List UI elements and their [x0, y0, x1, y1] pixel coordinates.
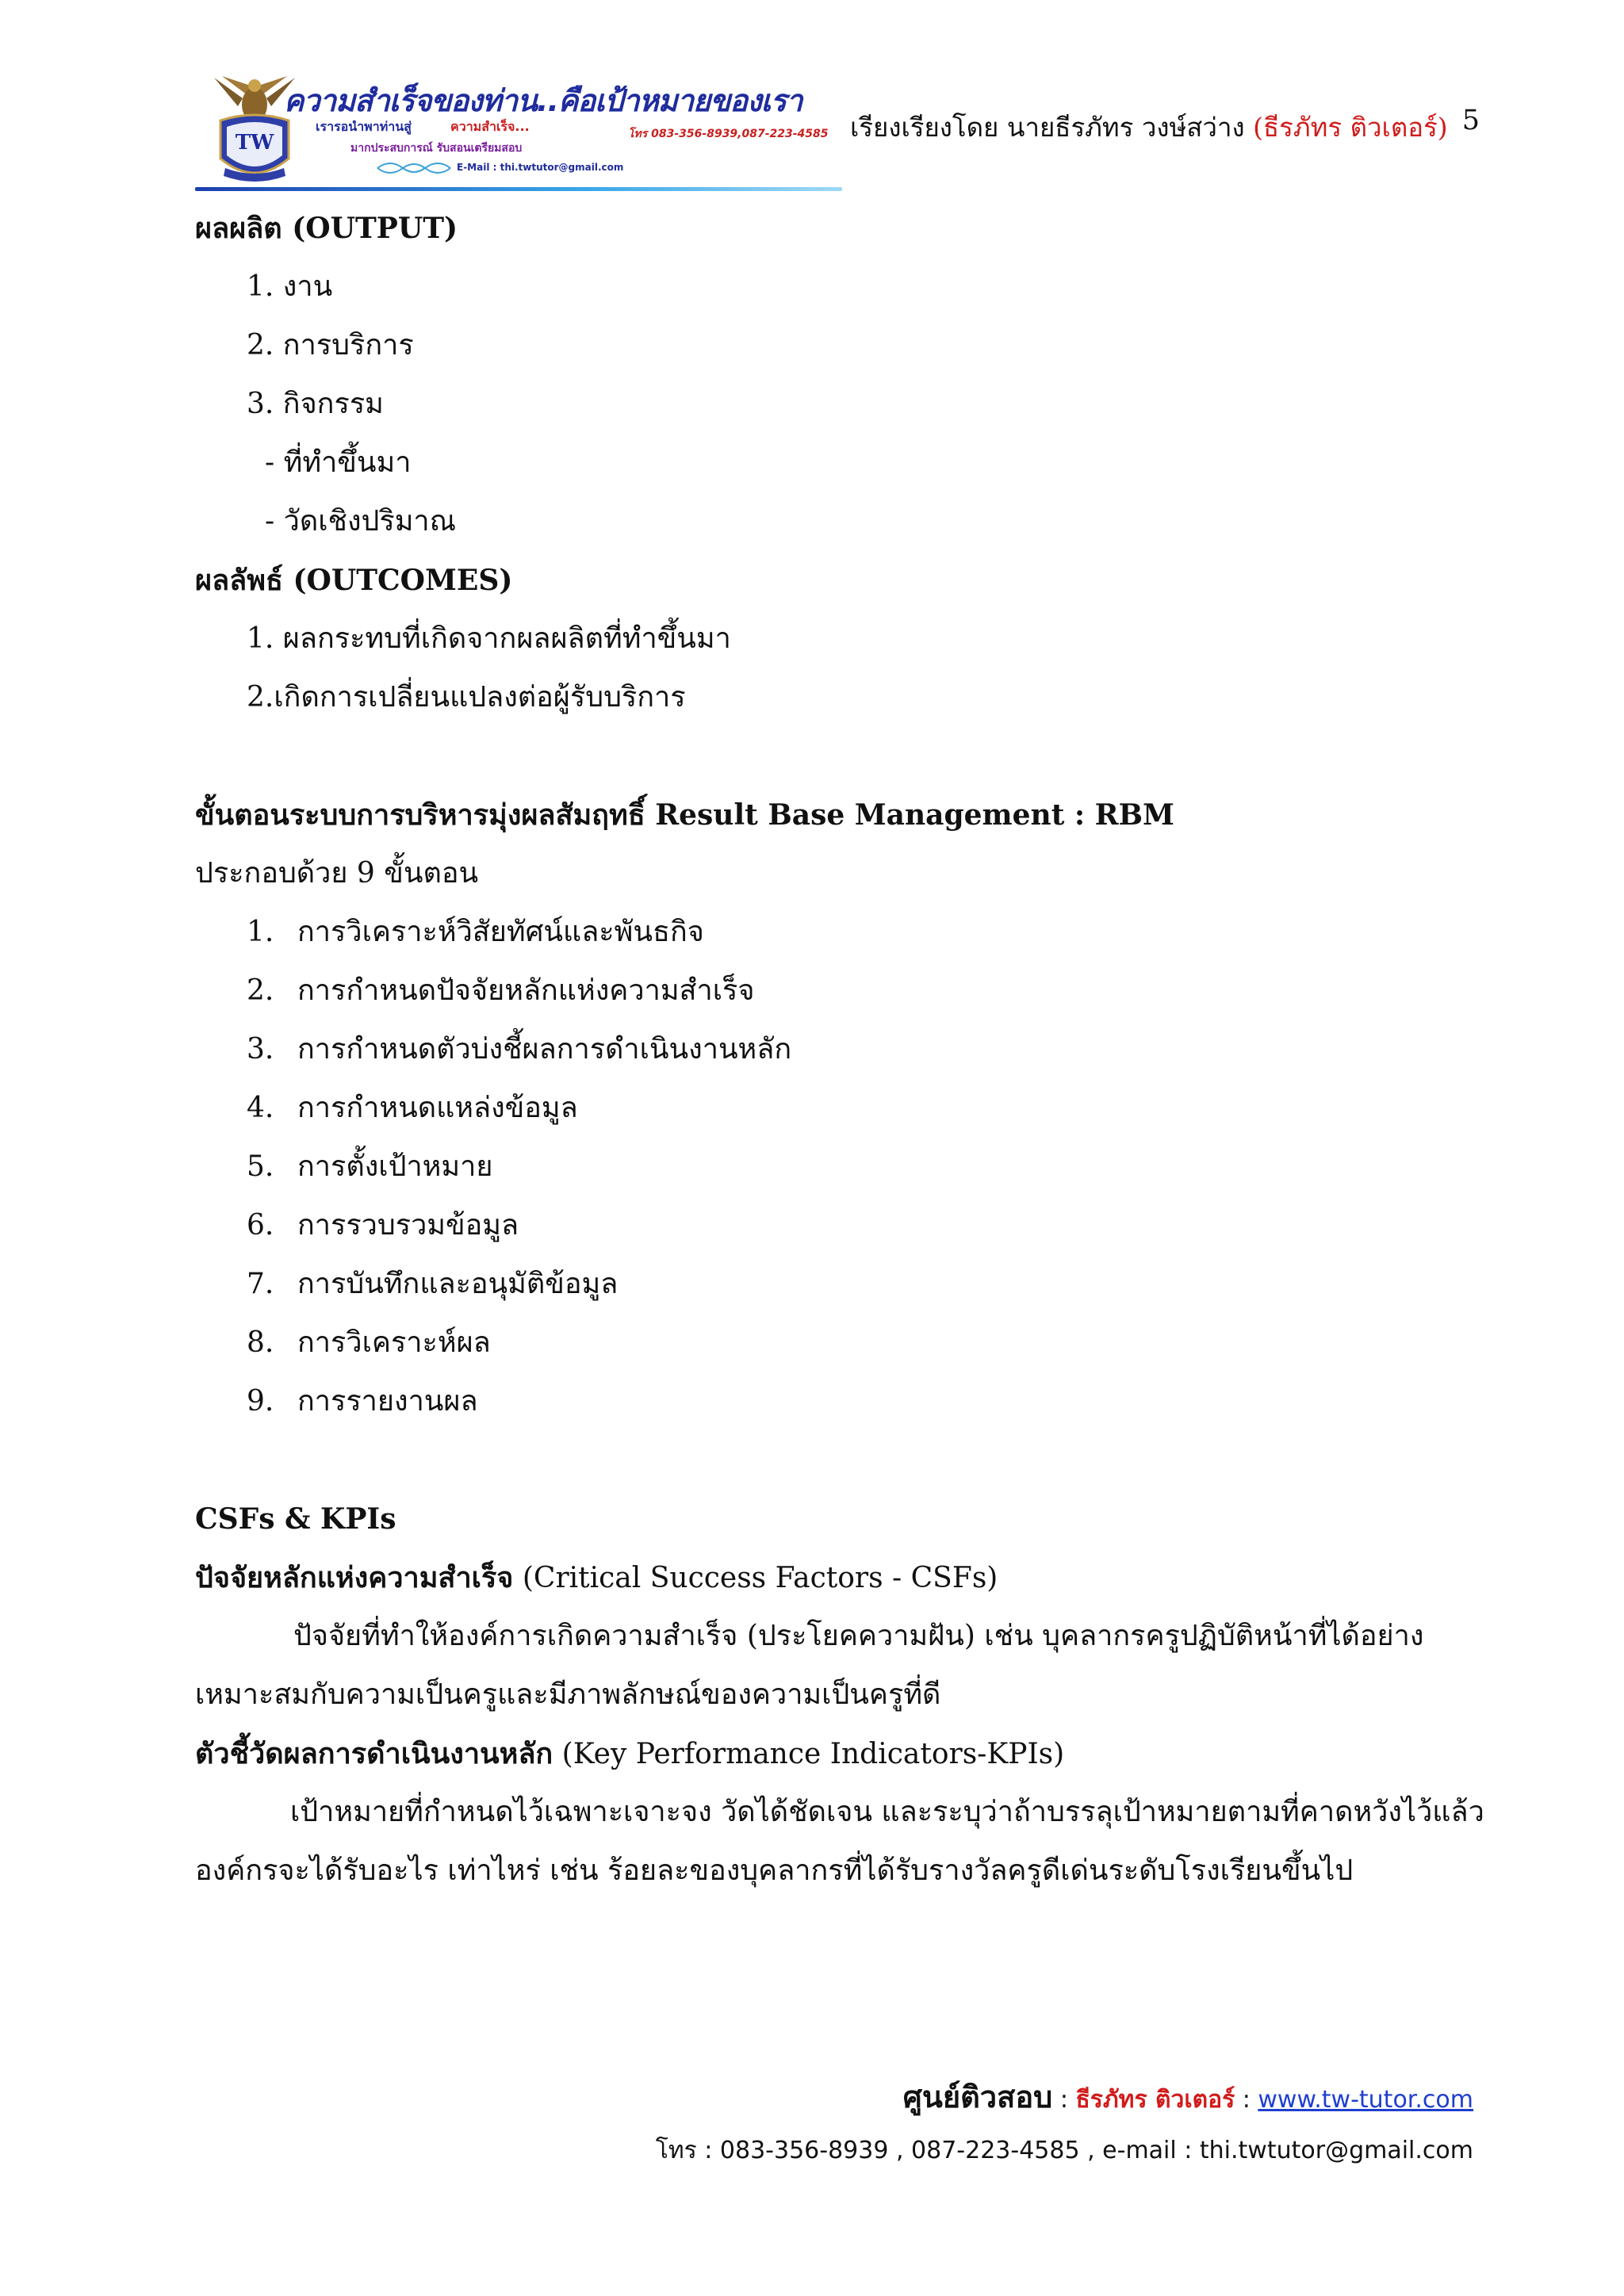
csf-body-line: เหมาะสมกับความเป็นครูและมีภาพลักษณ์ของความเป็นครูที่ดี [195, 1678, 941, 1711]
logo-tagline-1: เรารอนำพาท่านสู่ [316, 119, 412, 134]
step-text: การบันทึกและอนุมัติข้อมูล [297, 1268, 619, 1300]
step-text: การวิเคราะห์วิสัยทัศน์และพันธกิจ [297, 916, 704, 948]
kpi-body-line: เป้าหมายที่กำหนดไว้เฉพาะเจาะจง วัดได้ชัดเจน และระบุว่าถ้าบรรลุเป้าหมายตามที่คาดหวังไว้แล้ว [290, 1796, 1484, 1828]
outcome-heading: ผลลัพธ์ (OUTCOMES) [195, 564, 513, 597]
step-text: การกำหนดตัวบ่งชี้ผลการดำเนินงานหลัก [297, 1033, 792, 1066]
rbm-step [247, 1265, 618, 1303]
logo-tagline-3: มากประสบการณ์ รับสอนเตรียมสอบ [350, 142, 523, 155]
kpi-body-line: องค์กรจะได้รับอะไร เท่าไหร่ เช่น ร้อยละของบุคลากรที่ได้รับรางวัลครูดีเด่นระดับโรงเรียนขึ้นไป [195, 1854, 1354, 1887]
logo-slogan: ความสำเร็จของท่าน..คือเป้าหมายของเรา [284, 83, 802, 118]
arranged-by-line [850, 106, 1448, 148]
step-number: 7. [247, 1268, 274, 1300]
step-number: 2. [247, 974, 274, 1007]
csf-kpi-heading: CSFs & KPIs [195, 1502, 396, 1536]
page-header [195, 65, 1480, 192]
logo-email: E-Mail : thi.twtutor@gmail.com [457, 162, 624, 173]
step-text: การกำหนดปัจจัยหลักแห่งความสำเร็จ [297, 974, 755, 1007]
step-number: 8. [247, 1326, 274, 1359]
output-subitem: - ที่ทำขึ้นมา [265, 446, 412, 479]
kpi-title-bold: ตัวชี้วัดผลการดำเนินงานหลัก [195, 1737, 553, 1770]
csf-title-rest: (Critical Success Factors - CSFs) [513, 1562, 998, 1594]
output-heading: ผลผลิต (OUTPUT) [195, 212, 458, 245]
output-subitem: - วัดเชิงปริมาณ [265, 505, 457, 538]
outcome-item: 1. ผลกระทบที่เกิดจากผลผลิตที่ทำขึ้นมา [247, 622, 731, 655]
output-item: 3. กิจกรรม [247, 388, 384, 420]
footer-separator: : [1235, 2086, 1258, 2114]
svg-text:TW: TW [235, 131, 274, 155]
step-text: การรวบรวมข้อมูล [297, 1209, 519, 1242]
rbm-intro: ประกอบด้วย 9 ขั้นตอน [195, 857, 479, 890]
rbm-step [247, 972, 754, 1010]
csf-title [195, 1559, 998, 1598]
step-text: การวิเคราะห์ผล [297, 1326, 491, 1359]
rbm-step [247, 913, 704, 951]
step-number: 3. [247, 1033, 274, 1066]
rbm-heading: ขั้นตอนระบบการบริหารมุ่งผลสัมฤทธิ์ Result Base Management : RBM [195, 798, 1174, 832]
logo-phone: โทร 083-356-8939,087-223-4585 [628, 128, 829, 140]
rbm-step [247, 1089, 578, 1127]
outcome-item: 2.เกิดการเปลี่ยนแปลงต่อผู้รับบริการ [247, 681, 686, 714]
step-number: 4. [247, 1092, 274, 1124]
step-number: 1. [247, 916, 274, 948]
csf-title-bold: ปัจจัยหลักแห่งความสำเร็จ [195, 1561, 514, 1594]
header-rule [195, 187, 842, 191]
rbm-step [247, 1207, 519, 1245]
step-number: 5. [247, 1150, 274, 1183]
arranged-by-text: เรียงเรียงโดย นายธีรภัทร วงษ์สว่าง [850, 112, 1245, 143]
page-number: 5 [1461, 105, 1480, 136]
arranged-by-tutor: (ธีรภัทร ติวเตอร์) [1253, 112, 1448, 143]
footer-contact: โทร : 083-356-8939 , 087-223-4585 , e-mail : thi.twtutor@gmail.com [655, 2137, 1473, 2164]
tutor-logo [195, 65, 842, 192]
output-item: 1. งาน [247, 270, 333, 303]
kpi-title [195, 1735, 1064, 1774]
logo-tagline-2: ความสำเร็จ... [450, 119, 530, 134]
rbm-step [247, 1031, 791, 1069]
kpi-title-rest: (Key Performance Indicators-KPIs) [553, 1738, 1065, 1770]
step-text: การกำหนดแหล่งข้อมูล [297, 1092, 578, 1124]
tutor-center-name: ศูนย์ติวสอบ [902, 2080, 1053, 2114]
step-number: 9. [247, 1385, 274, 1418]
rbm-step [247, 1324, 491, 1362]
footer-brand-line [656, 2072, 1473, 2121]
rbm-step [247, 1148, 492, 1186]
step-number: 6. [247, 1209, 274, 1242]
step-text: การรายงานผล [297, 1385, 478, 1418]
footer-tutor-name: ธีรภัทร ติวเตอร์ [1075, 2086, 1235, 2114]
output-item: 2. การบริการ [247, 329, 414, 362]
scroll-ornament-icon [374, 159, 454, 178]
csf-body-line: ปัจจัยที่ทำให้องค์การเกิดความสำเร็จ (ประโยคความฝัน) เช่น บุคลากรครูปฏิบัติหน้าที่ได้อย่าง [293, 1620, 1424, 1652]
step-text: การตั้งเป้าหมาย [297, 1150, 493, 1183]
footer-separator: : [1052, 2086, 1076, 2114]
rbm-step [247, 1383, 478, 1421]
page-footer [656, 2072, 1473, 2169]
website-link[interactable]: www.tw-tutor.com [1258, 2086, 1473, 2114]
